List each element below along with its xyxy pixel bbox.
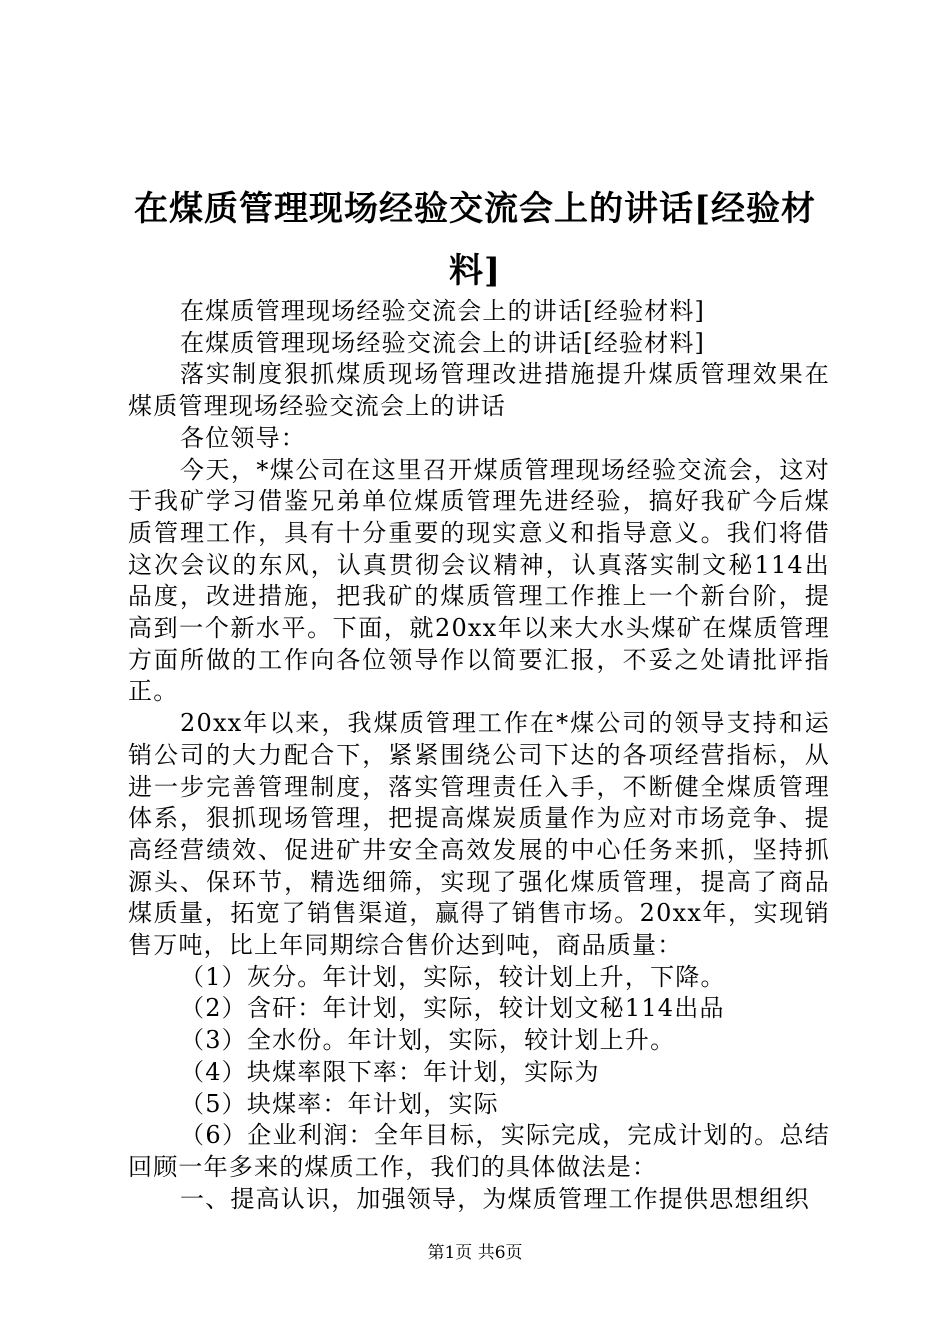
body-paragraph: 落实制度狠抓煤质现场管理改进措施提升煤质管理效果在煤质管理现场经验交流会上的讲话 xyxy=(128,360,830,421)
body-paragraph: 今天，*煤公司在这里召开煤质管理现场经验交流会，这对于我矿学习借鉴兄弟单位煤质管理先进经验，搞好我矿今后煤质管理工作，具有十分重要的现实意义和指导意义。我们将借这次会议的东风，认真贯彻会议精神，认真落实制文秘114出品度，改进措施，把我矿的煤质管理工作推上一个新台阶，提高到一个新水平。下面，就20xx年以来大水头煤矿在煤质管理方面所做的工作向各位领导作以简要汇报，不妥之处请批评指正。 xyxy=(128,455,830,706)
body-paragraph: 在煤质管理现场经验交流会上的讲话[经验材料] xyxy=(180,328,706,357)
document-title: 在煤质管理现场经验交流会上的讲话[经验材料] xyxy=(133,189,817,291)
list-item: （1）灰分。年计划，实际，较计划上升，下降。 xyxy=(180,962,726,991)
list-item: （3）全水份。年计划，实际，较计划上升。 xyxy=(180,1026,676,1055)
body-paragraph: 各位领导： xyxy=(180,423,306,452)
list-item: （2）含矸：年计划，实际，较计划文秘114出品 xyxy=(180,994,725,1023)
list-item: （5）块煤率：年计划，实际 xyxy=(180,1089,499,1118)
page-number-footer: 第1页 共6页 xyxy=(427,1243,523,1263)
body-paragraph: 在煤质管理现场经验交流会上的讲话[经验材料] xyxy=(180,297,706,325)
document-body xyxy=(128,296,830,1215)
list-item: （4）块煤率限下率：年计划，实际为 xyxy=(180,1057,600,1086)
body-paragraph: 20xx年以来，我煤质管理工作在*煤公司的领导支持和运销公司的大力配合下，紧紧围绕公司下达的各项经营指标，从进一步完善管理制度，落实管理责任入手，不断健全煤质管理体系，狠抓现场管理，把提高煤炭质量作为应对市场竞争、提高经营绩效、促进矿井安全高效发展的中心任务来抓，坚持抓源头、保环节，精选细筛，实现了强化煤质管理，提高了商品煤质量，拓宽了销售渠道，赢得了销售市场。20xx年，实现销售万吨，比上年同期综合售价达到吨，商品质量： xyxy=(128,709,830,960)
section-heading: 一、提高认识，加强领导，为煤质管理工作提供思想组织 xyxy=(180,1184,810,1213)
list-item: （6）企业利润：全年目标，实际完成，完成计划的。总结回顾一年多来的煤质工作，我们的具体做法是： xyxy=(128,1121,830,1181)
